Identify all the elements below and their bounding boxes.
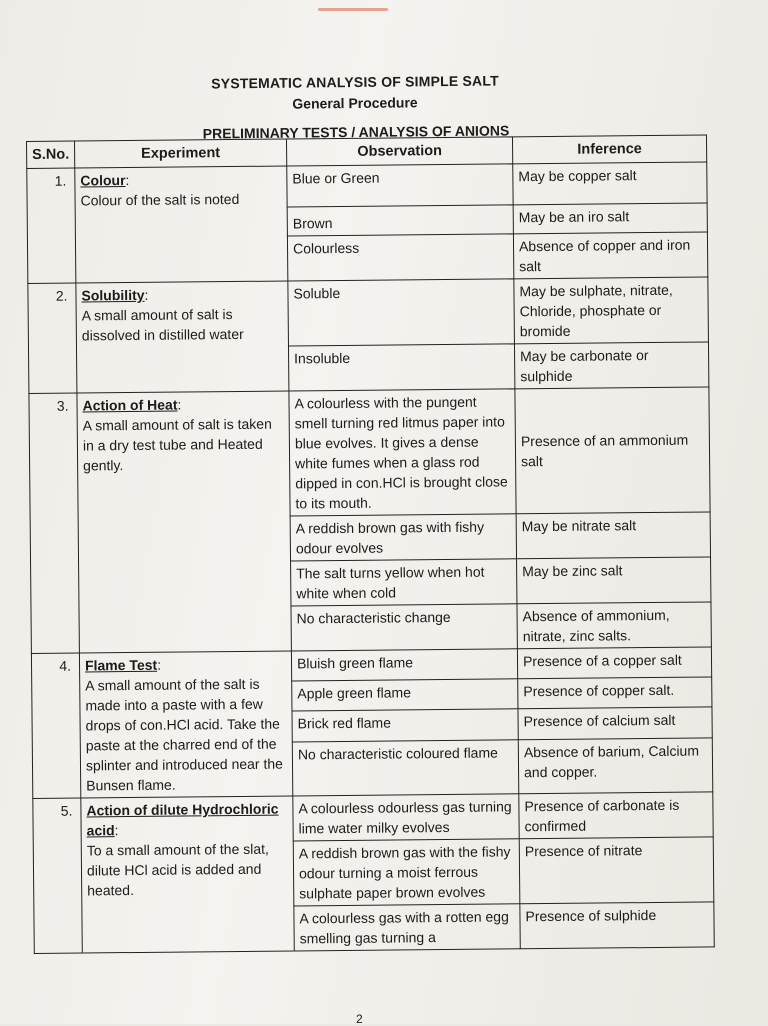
observation-cell: A colourless with the pungent smell turning red litmus paper into blue evolves. It gives a dense white fumes when a glass rod dipped in con.HCl is brought close to its mouth.	[289, 389, 516, 516]
observation-cell: Blue or Green	[287, 164, 513, 207]
observation-cell: Soluble	[288, 279, 515, 346]
row-number: 4.	[31, 653, 80, 798]
header-experiment: Experiment	[75, 139, 287, 168]
header-observation: Observation	[286, 137, 512, 166]
header-sno: S.No.	[27, 141, 75, 168]
inference-cell: Absence of barium, Calcium and copper.	[518, 738, 713, 794]
inference-cell: May be nitrate salt	[516, 512, 710, 559]
observation-cell: Insoluble	[288, 344, 514, 391]
experiment-title: Colour	[80, 172, 126, 189]
observation-cell: A reddish brown gas with the fishy odour turning a moist ferrous sulphate paper brown evolves	[293, 839, 520, 906]
experiment-cell: Action of dilute Hydrochloric acid: To a small amount of the slat, dilute HCl acid is added and heated.	[81, 796, 294, 953]
inference-cell: Presence of calcium salt	[518, 707, 712, 739]
inference-cell: May be copper salt	[513, 162, 707, 205]
inference-cell: May be zinc salt	[517, 557, 711, 604]
inference-cell: Presence of an ammonium salt	[515, 387, 710, 514]
experiment-cell: Solubility: A small amount of salt is dissolved in distilled water	[76, 281, 289, 393]
table-row	[29, 387, 710, 519]
observation-cell: No characteristic change	[291, 604, 517, 651]
experiment-cell: Flame Test: A small amount of the salt is made into a paste with a few drops of con.HCl acid. Take the paste at the charred end of the splinter and introduced near the Bunsen flame.	[79, 651, 292, 798]
document-title: SYSTEMATIC ANALYSIS OF SIMPLE SALT	[211, 72, 499, 92]
experiment-title: Action of dilute Hydrochloric acid	[86, 800, 279, 839]
observation-cell: A colourless odourless gas turning lime water milky evolves	[293, 794, 519, 841]
header-inference: Inference	[512, 135, 706, 164]
inference-cell: Presence of nitrate	[519, 837, 714, 904]
observation-cell: No characteristic coloured flame	[292, 739, 519, 796]
inference-cell: Presence of sulphide	[520, 902, 714, 949]
inference-cell: Presence of copper salt.	[518, 677, 712, 709]
experiment-title: Flame Test	[84, 656, 158, 674]
experiment-text: A small amount of salt is dissolved in distilled water	[81, 306, 244, 344]
inference-cell: May be an iro salt	[513, 203, 707, 234]
inference-cell: Presence of carbonate is confirmed	[519, 792, 713, 839]
experiment-text: A small amount of the salt is made into a paste with a few drops of con.HCl acid. Take the paste at the charred end of the splinter and introduced near the Bunsen flame.	[85, 675, 283, 794]
observation-cell: Bluish green flame	[291, 649, 517, 681]
experiment-cell: Action of Heat: A small amount of salt is taken in a dry test tube and Heated gently.	[77, 391, 291, 653]
inference-cell: Absence of ammonium, nitrate, zinc salts.	[517, 602, 711, 649]
experiment-text: To a small amount of the slat, dilute HCl acid is added and heated.	[86, 840, 269, 899]
experiment-text: A small amount of salt is taken in a dry test tube and Heated gently.	[82, 415, 272, 474]
analysis-table	[26, 134, 715, 953]
row-number: 2.	[28, 283, 77, 393]
observation-cell: Apple green flame	[292, 679, 518, 711]
document-subtitle: General Procedure	[292, 94, 418, 112]
table-row	[28, 277, 709, 349]
observation-cell: Brown	[287, 205, 513, 236]
observation-cell: The salt turns yellow when hot white when cold	[291, 559, 517, 606]
inference-cell: Presence of a copper salt	[517, 647, 711, 679]
table-row	[33, 792, 713, 844]
row-number: 5.	[33, 798, 82, 953]
experiment-text: Colour of the salt is noted	[80, 190, 240, 209]
observation-cell: Brick red flame	[292, 709, 518, 741]
inference-cell: Absence of copper and iron salt	[513, 232, 707, 279]
analysis-table-container	[26, 134, 714, 953]
observation-cell: Colourless	[287, 234, 513, 281]
red-mark	[318, 8, 388, 11]
table-row	[27, 162, 707, 210]
row-number: 3.	[29, 393, 79, 653]
inference-cell: May be sulphate, nitrate, Chloride, phosphate or bromide	[514, 277, 709, 344]
observation-cell: A colourless gas with a rotten egg smelling gas turning a	[294, 904, 520, 951]
experiment-title: Action of Heat	[82, 396, 178, 414]
page-number: 2	[356, 1012, 363, 1026]
observation-cell: A reddish brown gas with fishy odour evolves	[290, 514, 516, 561]
section-title: PRELIMINARY TESTS / ANALYSIS OF ANIONS	[202, 122, 510, 142]
inference-cell: May be carbonate or sulphide	[514, 342, 708, 389]
experiment-cell: Colour: Colour of the salt is noted	[75, 166, 288, 283]
row-number: 1.	[27, 168, 76, 283]
experiment-title: Solubility	[81, 286, 145, 304]
